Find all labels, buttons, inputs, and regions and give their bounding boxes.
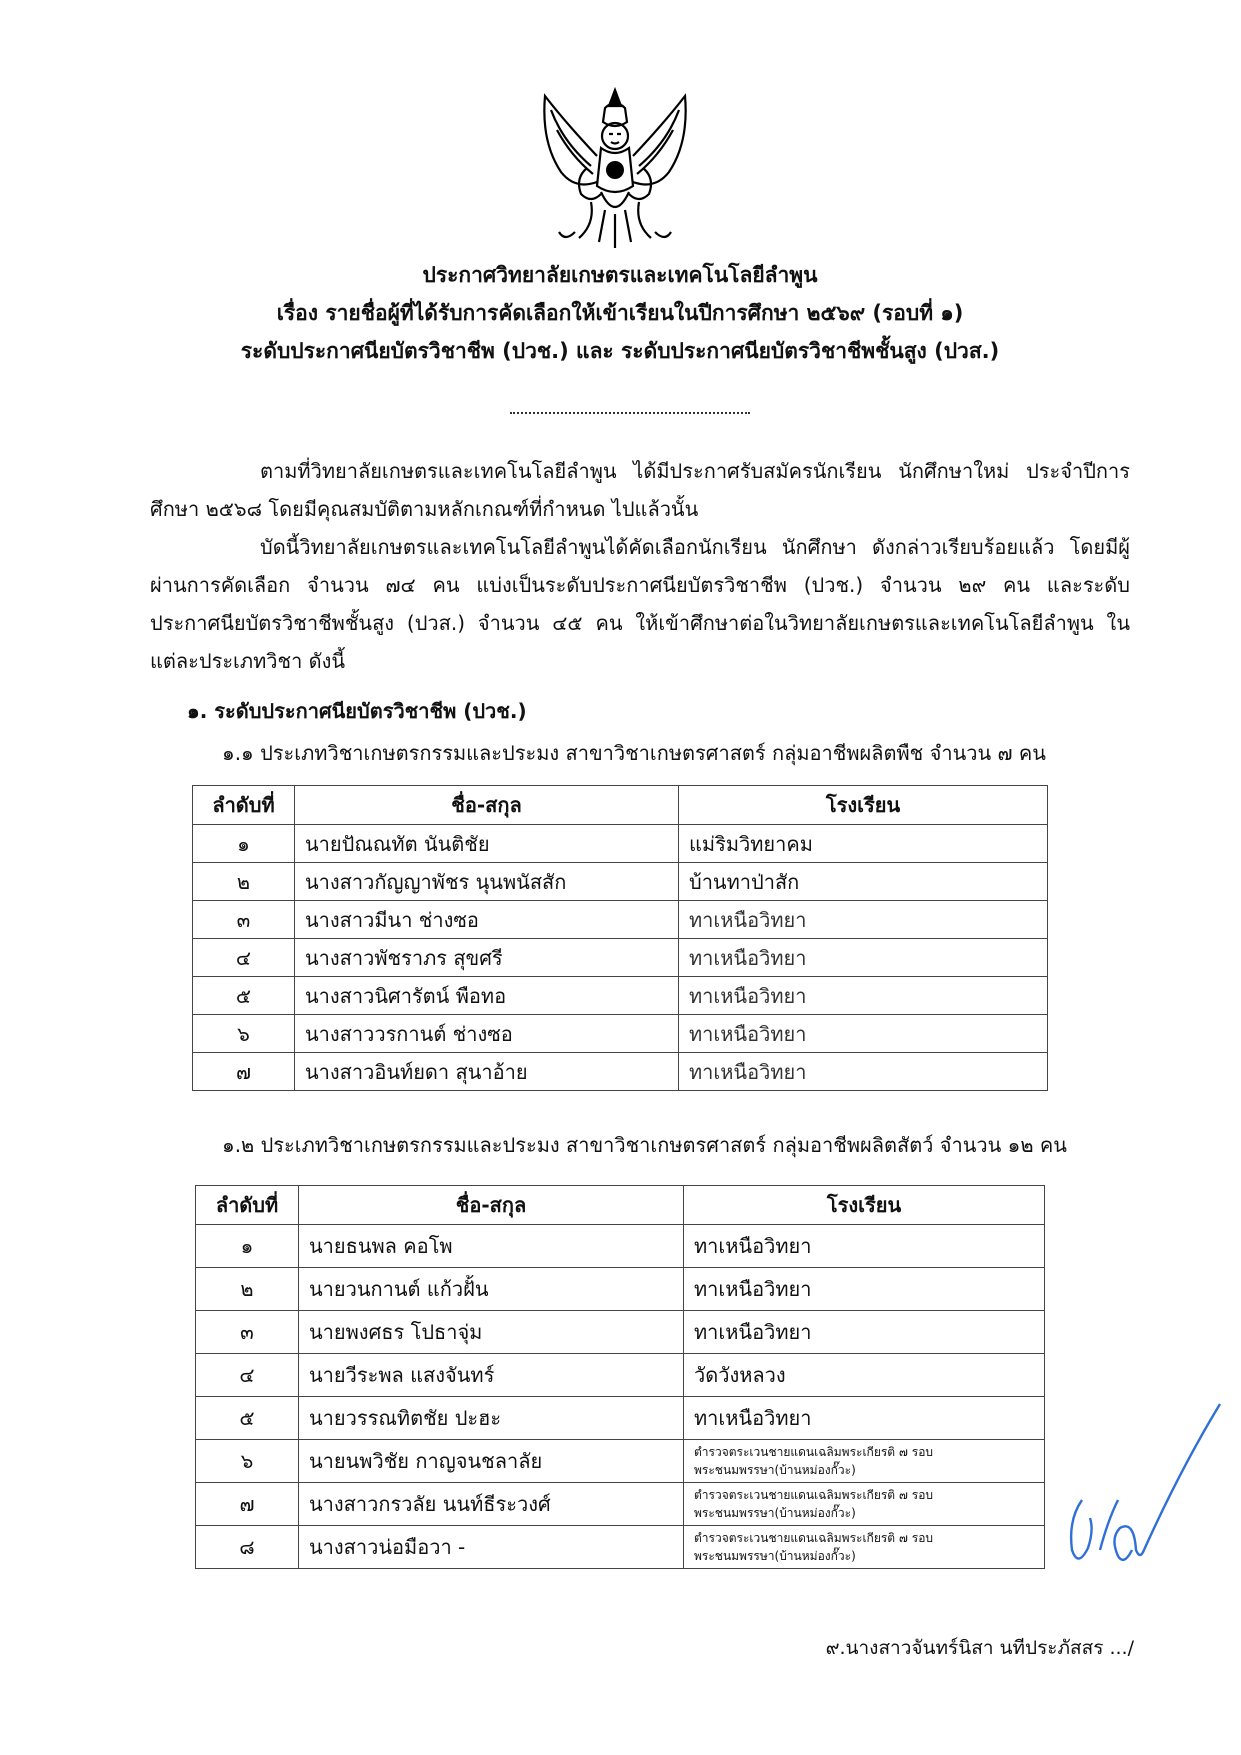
row-number: ๖	[193, 1015, 295, 1053]
dotted-divider	[510, 412, 750, 414]
row-number: ๖	[196, 1440, 299, 1483]
school-name: ตำรวจตระเวนชายแดนเฉลิมพระเกียรติ ๗ รอบ พระชนมพรรษา(บ้านหม่องกั๊วะ)	[684, 1440, 1045, 1483]
row-number: ๒	[193, 863, 295, 901]
col-header-no: ลำดับที่	[196, 1186, 299, 1225]
student-name: นางสาวกัญญาพัชร นุนพนัสสัก	[295, 863, 679, 901]
school-name: ทาเหนือวิทยา	[684, 1268, 1045, 1311]
paragraph-1: ตามที่วิทยาลัยเกษตรและเทคโนโลยีลำพูน ได้มีประกาศรับสมัครนักเรียน นักศึกษาใหม่ ประจำปีการศึกษา ๒๕๖๘ โดยมีคุณสมบัติตามหลักเกณฑ์ที่กำหนด ไปแล้วนั้น	[150, 459, 1130, 521]
school-name: ทาเหนือวิทยา	[679, 977, 1048, 1015]
col-header-school: โรงเรียน	[684, 1186, 1045, 1225]
col-header-school: โรงเรียน	[679, 786, 1048, 825]
student-name: นางสาวน่อมือวา -	[299, 1526, 684, 1569]
row-number: ๑	[193, 825, 295, 863]
section-1-heading: ๑. ระดับประกาศนียบัตรวิชาชีพ (ปวช.)	[187, 699, 527, 723]
table-row	[196, 1354, 1045, 1397]
student-name: นางสาววรกานต์ ช่างซอ	[295, 1015, 679, 1053]
school-name: ตำรวจตระเวนชายแดนเฉลิมพระเกียรติ ๗ รอบ พระชนมพรรษา(บ้านหม่องกั๊วะ)	[684, 1483, 1045, 1526]
announcement-subject-levels: ระดับประกาศนียบัตรวิชาชีพ (ปวช.) และ ระดับประกาศนียบัตรวิชาชีพชั้นสูง (ปวส.)	[240, 339, 1000, 363]
student-name: นายพงศธร โปธาจุ่ม	[299, 1311, 684, 1354]
school-name: ทาเหนือวิทยา	[684, 1225, 1045, 1268]
table-animal-production	[195, 1185, 1045, 1569]
school-name: วัดวังหลวง	[684, 1354, 1045, 1397]
table-row	[196, 1225, 1045, 1268]
table-row	[193, 863, 1048, 901]
student-name: นางสาวกรวลัย นนท์ธีระวงศ์	[299, 1483, 684, 1526]
signature	[1060, 1400, 1230, 1575]
school-name: ทาเหนือวิทยา	[679, 1015, 1048, 1053]
student-name: นายวีระพล แสงจันทร์	[299, 1354, 684, 1397]
student-name: นายวรรณทิตชัย ปะฮะ	[299, 1397, 684, 1440]
student-name: นายธนพล คอโพ	[299, 1225, 684, 1268]
row-number: ๓	[193, 901, 295, 939]
row-number: ๓	[196, 1311, 299, 1354]
row-number: ๒	[196, 1268, 299, 1311]
student-name: นางสาวมีนา ช่างซอ	[295, 901, 679, 939]
subsection-1-1: ๑.๑ ประเภทวิชาเกษตรกรรมและประมง สาขาวิชาเกษตรศาสตร์ กลุ่มอาชีพผลิตพืช จำนวน ๗ คน	[222, 741, 1046, 765]
table-row	[196, 1311, 1045, 1354]
student-name: นายนพวิชัย กาญจนชลาลัย	[299, 1440, 684, 1483]
table-row	[193, 825, 1048, 863]
col-header-name: ชื่อ-สกุล	[295, 786, 679, 825]
paragraph-2: บัดนี้วิทยาลัยเกษตรและเทคโนโลยีลำพูนได้คัดเลือกนักเรียน นักศึกษา ดังกล่าวเรียบร้อยแล้ว โดยมีผู้ผ่านการคัดเลือก จำนวน ๗๔ คน แบ่งเป็นระดับประกาศนียบัตรวิชาชีพ (ปวช.) จำนวน ๒๙ คน และระดับประกาศนียบัตรวิชาชีพชั้นสูง (ปวส.) จำนวน ๔๕ คน ให้เข้าศึกษาต่อในวิทยาลัยเกษตรและเทคโนโลยีลำพูน ในแต่ละประเภทวิชา ดังนี้	[150, 535, 1130, 673]
row-number: ๕	[196, 1397, 299, 1440]
table-row	[196, 1440, 1045, 1483]
school-name: บ้านทาป่าสัก	[679, 863, 1048, 901]
table-row	[196, 1268, 1045, 1311]
col-header-name: ชื่อ-สกุล	[299, 1186, 684, 1225]
school-name: ทาเหนือวิทยา	[679, 1053, 1048, 1091]
table-row	[193, 977, 1048, 1015]
school-name: ตำรวจตระเวนชายแดนเฉลิมพระเกียรติ ๗ รอบ พระชนมพรรษา(บ้านหม่องกั๊วะ)	[684, 1526, 1045, 1569]
table-row	[193, 1053, 1048, 1091]
student-name: นายวนกานต์ แก้วฝั้น	[299, 1268, 684, 1311]
school-name: แม่ริมวิทยาคม	[679, 825, 1048, 863]
school-name: ทาเหนือวิทยา	[684, 1397, 1045, 1440]
row-number: ๗	[196, 1483, 299, 1526]
student-name: นางสาวนิศารัตน์ พือทอ	[295, 977, 679, 1015]
announcement-title: ประกาศวิทยาลัยเกษตรและเทคโนโลยีลำพูน	[422, 263, 818, 287]
table-row	[193, 939, 1048, 977]
row-number: ๗	[193, 1053, 295, 1091]
row-number: ๑	[196, 1225, 299, 1268]
table-row	[196, 1397, 1045, 1440]
announcement-subject: เรื่อง รายชื่อผู้ที่ได้รับการคัดเลือกให้เข้าเรียนในปีการศึกษา ๒๕๖๙ (รอบที่ ๑)	[276, 301, 964, 325]
row-number: ๔	[193, 939, 295, 977]
table-row	[196, 1526, 1045, 1569]
school-name: ทาเหนือวิทยา	[679, 901, 1048, 939]
student-name: นางสาวพัชราภร สุขศรี	[295, 939, 679, 977]
student-name: นางสาวอินท์ยดา สุนาอ้าย	[295, 1053, 679, 1091]
table-plant-production	[192, 785, 1048, 1091]
row-number: ๕	[193, 977, 295, 1015]
subsection-1-2: ๑.๒ ประเภทวิชาเกษตรกรรมและประมง สาขาวิชาเกษตรศาสตร์ กลุ่มอาชีพผลิตสัตว์ จำนวน ๑๒ คน	[222, 1133, 1067, 1157]
row-number: ๘	[196, 1526, 299, 1569]
table-row	[196, 1483, 1045, 1526]
continuation-note: ๙.นางสาวจันทร์นิสา นทีประภัสสร .../	[825, 1637, 1134, 1659]
garuda-emblem	[535, 82, 695, 252]
school-name: ทาเหนือวิทยา	[679, 939, 1048, 977]
table-row	[193, 1015, 1048, 1053]
student-name: นายปัณณทัต นันติชัย	[295, 825, 679, 863]
row-number: ๔	[196, 1354, 299, 1397]
table-row	[193, 901, 1048, 939]
school-name: ทาเหนือวิทยา	[684, 1311, 1045, 1354]
col-header-no: ลำดับที่	[193, 786, 295, 825]
